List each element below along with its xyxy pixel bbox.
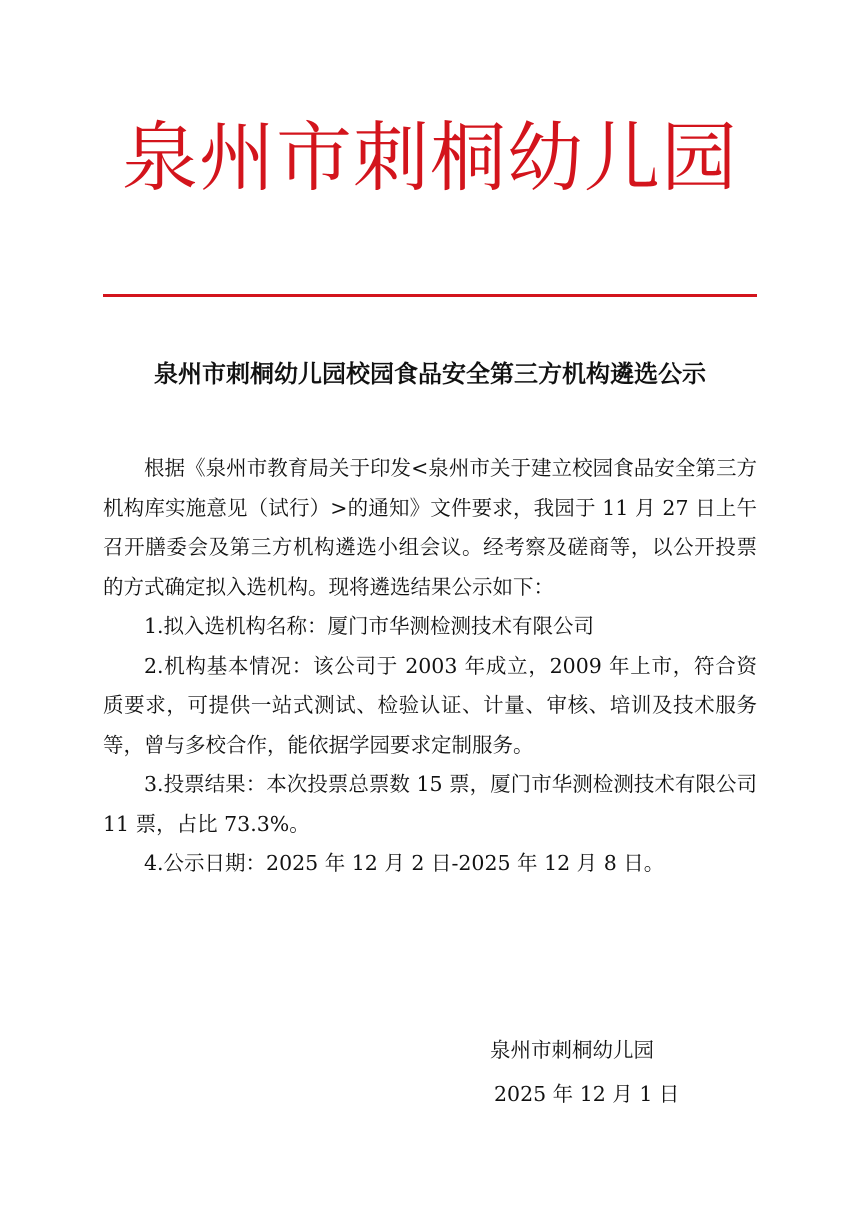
document-body [103, 449, 757, 884]
item-institution-overview: 2.机构基本情况：该公司于 2003 年成立，2009 年上市，符合资质要求，可提供一站式测试、检验认证、计量、审核、培训及技术服务等，曾与多校合作，能依据学园要求定制服务。 [103, 653, 757, 757]
signature-org: 泉州市刺桐幼儿园 [490, 1038, 654, 1062]
letterhead-title: 泉州市刺桐幼儿园 [122, 113, 738, 202]
document-title: 泉州市刺桐幼儿园校园食品安全第三方机构遴选公示 [154, 360, 706, 388]
letterhead-red-divider [103, 294, 757, 297]
item-announcement-period: 4.公示日期：2025 年 12 月 2 日-2025 年 12 月 8 日。 [144, 851, 665, 875]
item-selected-institution: 1.拟入选机构名称：厦门市华测检测技术有限公司 [144, 614, 595, 638]
signature-date: 2025 年 12 月 1 日 [494, 1082, 680, 1106]
item-vote-result: 3.投票结果：本次投票总票数 15 票，厦门市华测检测技术有限公司 11 票，占比 73.3%。 [103, 772, 757, 836]
intro-paragraph: 根据《泉州市教育局关于印发<泉州市关于建立校园食品安全第三方机构库实施意见（试行）>的通知》文件要求，我园于 11 月 27 日上午召开膳委会及第三方机构遴选小组会议。经考察及磋商等，以公开投票的方式确定拟入选机构。现将遴选结果公示如下： [103, 456, 757, 599]
